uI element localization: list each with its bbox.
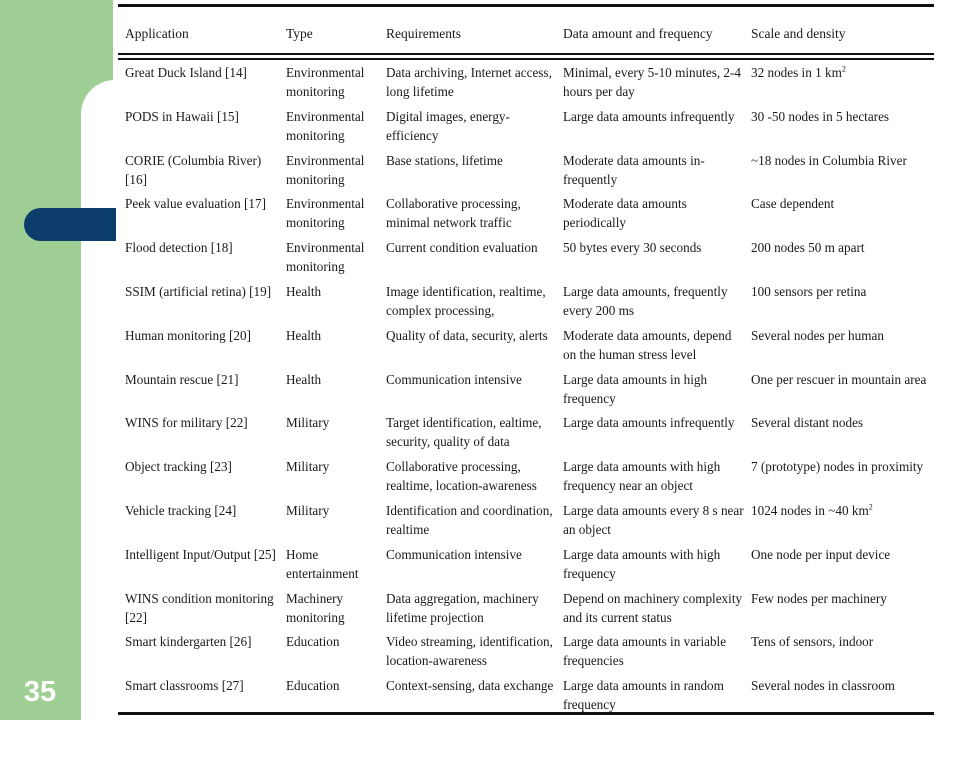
- cell-application: Flood detection [18]: [125, 240, 233, 256]
- cell-application: WINS for military [22]: [125, 415, 248, 431]
- cell-requirements: Communication intensive: [386, 546, 522, 562]
- slide-number: 35: [23, 676, 57, 708]
- table-row: [118, 194, 934, 238]
- cell-scale-density: 1024 nodes in ~40 $km^2$: [751, 502, 873, 518]
- table-body: [118, 63, 934, 720]
- cell-application: Human monitoring [20]: [125, 327, 251, 343]
- cell-scale-density: 7 (prototype) nodes in proximity: [751, 459, 924, 475]
- cell-application: Mountain rescue [21]: [125, 371, 239, 387]
- cell-type: Education: [286, 634, 340, 650]
- cell-requirements: Target identification, ealtime, security, quality of data: [386, 415, 542, 450]
- header-scale-density: Scale and density: [751, 26, 846, 41]
- cell-type: Education: [286, 678, 340, 694]
- cell-type: Environmental monitoring: [286, 108, 365, 143]
- table-row: [118, 632, 934, 676]
- applications-table: [118, 0, 934, 720]
- cell-requirements: Data aggregation, machinery lifetime projection: [386, 590, 539, 625]
- cell-data-amount: Large data amounts infrequently: [563, 415, 735, 431]
- cell-application: SSIM (artificial retina) [19]: [125, 283, 272, 299]
- cell-type: Environmental monitoring: [286, 152, 365, 187]
- cell-requirements: Communication intensive: [386, 371, 522, 387]
- cell-scale-density: Several nodes per human: [751, 327, 884, 343]
- sidebar-accent-bar: [24, 208, 116, 241]
- cell-data-amount: Large data amounts in random frequency: [563, 678, 724, 713]
- cell-data-amount: Large data amounts infrequently: [563, 108, 735, 124]
- cell-application: Intelligent Input/Output [25]: [125, 546, 276, 562]
- cell-application: Smart classrooms [27]: [125, 678, 244, 694]
- cell-data-amount: Moderate data amounts, depend on the human stress level: [563, 327, 732, 362]
- cell-scale-density: Tens of sensors, indoor: [751, 634, 874, 650]
- header-requirements: Requirements: [386, 26, 461, 41]
- cell-requirements: Collaborative processing, minimal network traffic: [386, 196, 521, 231]
- cell-requirements: Current condition evaluation: [386, 240, 538, 256]
- cell-scale-density: 100 sensors per retina: [751, 283, 867, 299]
- cell-data-amount: Large data amounts with high frequency: [563, 546, 721, 581]
- cell-data-amount: Large data amounts in variable frequencies: [563, 634, 727, 669]
- cell-data-amount: Large data amounts in high frequency: [563, 371, 708, 406]
- header-rule: [118, 53, 934, 55]
- cell-requirements: Image identification, realtime, complex processing,: [386, 283, 546, 318]
- cell-data-amount: Moderate data amounts in-frequently: [563, 152, 705, 187]
- cell-type: Environmental monitoring: [286, 65, 365, 99]
- cell-type: Environmental monitoring: [286, 240, 365, 275]
- cell-type: Military: [286, 502, 330, 518]
- table-row: [118, 238, 934, 282]
- cell-application: Smart kindergarten [26]: [125, 634, 252, 650]
- table-row: [118, 282, 934, 326]
- table-header: [118, 26, 934, 48]
- cell-data-amount: Large data amounts with high frequency near an object: [563, 459, 721, 494]
- cell-data-amount: Moderate data amounts periodically: [563, 196, 687, 231]
- cell-scale-density: 30 -50 nodes in 5 hectares: [751, 108, 890, 124]
- table-row: [118, 589, 934, 633]
- cell-data-amount: Minimal, every 5-10 minutes, 2-4 hours per day: [563, 65, 741, 99]
- cell-scale-density: One node per input device: [751, 546, 891, 562]
- cell-requirements: Identification and coordination, realtime: [386, 502, 553, 537]
- cell-application: CORIE (Columbia River) [16]: [125, 152, 262, 187]
- cell-type: Military: [286, 459, 330, 475]
- cell-data-amount: 50 bytes every 30 seconds: [563, 240, 702, 256]
- header-data-amount: Data amount and frequency: [563, 26, 713, 41]
- cell-application: WINS condition monitoring [22]: [125, 590, 274, 625]
- cell-scale-density: Few nodes per machinery: [751, 590, 887, 606]
- cell-scale-density: 32 nodes in 1 $km^2$: [751, 64, 846, 80]
- table-row: [118, 413, 934, 457]
- cell-type: Health: [286, 327, 322, 343]
- table-row: [118, 370, 934, 414]
- cell-requirements: Data archiving, Internet access, long lifetime: [386, 65, 552, 99]
- header-application: Application: [125, 26, 189, 41]
- cell-application: Peek value evaluation [17]: [125, 196, 266, 212]
- cell-requirements: Collaborative processing, realtime, location-awareness: [386, 459, 537, 494]
- table-bottom-rule: [118, 712, 934, 715]
- table-row: [118, 326, 934, 370]
- cell-type: Military: [286, 415, 330, 431]
- cell-application: PODS in Hawaii [15]: [125, 108, 239, 124]
- cell-type: Health: [286, 283, 322, 299]
- cell-type: Health: [286, 371, 322, 387]
- table-row: [118, 501, 934, 545]
- cell-type: Home entertainment: [286, 546, 359, 581]
- header-type: Type: [286, 26, 313, 41]
- cell-type: Machinery monitoring: [286, 590, 345, 625]
- cell-scale-density: Several nodes in classroom: [751, 678, 895, 694]
- table-row: [118, 63, 934, 107]
- cell-application: Vehicle tracking [24]: [125, 502, 237, 518]
- cell-application: Object tracking [23]: [125, 459, 232, 475]
- cell-scale-density: Several distant nodes: [751, 415, 864, 431]
- cell-requirements: Base stations, lifetime: [386, 152, 503, 168]
- cell-type: Environmental monitoring: [286, 196, 365, 231]
- table-row: [118, 107, 934, 151]
- cell-data-amount: Large data amounts every 8 s near an object: [563, 502, 744, 537]
- header-rule-double: [118, 58, 934, 60]
- cell-requirements: Quality of data, security, alerts: [386, 327, 548, 343]
- cell-requirements: Video streaming, identification, location-awareness: [386, 634, 553, 669]
- table-row: [118, 457, 934, 501]
- table-top-rule: [118, 4, 934, 7]
- cell-data-amount: Large data amounts, frequently every 200 ms: [563, 283, 728, 318]
- table-row: [118, 151, 934, 195]
- cell-scale-density: Case dependent: [751, 196, 835, 212]
- cell-application: Great Duck Island [14]: [125, 65, 247, 80]
- cell-scale-density: ~18 nodes in Columbia River: [751, 152, 907, 168]
- cell-scale-density: 200 nodes 50 m apart: [751, 240, 865, 256]
- cell-data-amount: Depend on machinery complexity and its current status: [563, 590, 743, 625]
- cell-scale-density: One per rescuer in mountain area: [751, 371, 927, 387]
- table-row: [118, 545, 934, 589]
- cell-requirements: Context-sensing, data exchange: [386, 678, 554, 694]
- cell-requirements: Digital images, energy-efficiency: [386, 108, 510, 143]
